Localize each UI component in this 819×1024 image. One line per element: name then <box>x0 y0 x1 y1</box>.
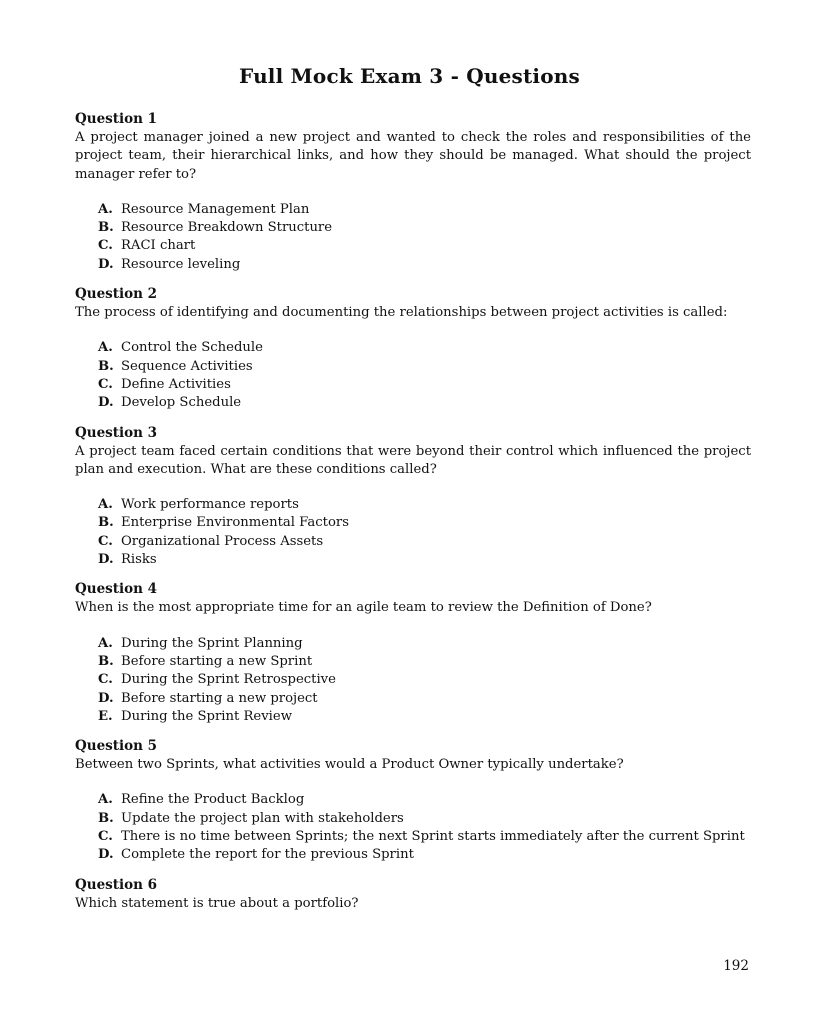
question-4 <box>75 580 751 726</box>
option-letter: C. <box>98 829 113 845</box>
option-text: Before starting a new project <box>121 690 318 706</box>
option-text: Refine the Product Backlog <box>121 792 305 808</box>
question-2 <box>75 285 751 412</box>
answer-option <box>98 514 751 532</box>
question-text: Between two Sprints, what activities would a Product Owner typically undertake? <box>75 757 624 773</box>
option-letter: C. <box>98 533 113 549</box>
question-5 <box>75 737 751 864</box>
question-heading: Question 4 <box>75 581 158 598</box>
question-6 <box>75 876 751 913</box>
option-letter: C. <box>98 672 113 688</box>
option-letter: A. <box>98 792 113 808</box>
option-letter: C. <box>98 238 113 254</box>
answer-option <box>98 846 751 864</box>
question-heading: Question 5 <box>75 738 158 755</box>
option-text: Update the project plan with stakeholders <box>121 810 404 826</box>
question-heading: Question 6 <box>75 876 158 893</box>
answer-options <box>75 201 751 274</box>
question-heading: Question 2 <box>75 286 158 303</box>
option-text: Define Activities <box>121 376 231 392</box>
option-letter: E. <box>98 708 113 724</box>
question-3 <box>75 424 751 570</box>
answer-option <box>98 635 751 653</box>
option-text: Control the Schedule <box>121 340 263 356</box>
question-heading: Question 3 <box>75 424 158 441</box>
option-letter: D. <box>98 395 114 411</box>
option-letter: A. <box>98 340 113 356</box>
option-text: During the Sprint Planning <box>121 635 303 651</box>
page-title: Full Mock Exam 3 - Questions <box>239 64 580 88</box>
option-letter: B. <box>98 653 114 669</box>
option-text: Before starting a new Sprint <box>121 653 313 669</box>
option-text: Work performance reports <box>121 497 299 513</box>
answer-option <box>98 394 751 412</box>
answer-option <box>98 376 751 394</box>
answer-option <box>98 219 751 237</box>
option-text: Resource Management Plan <box>121 201 310 217</box>
answer-option <box>98 708 751 726</box>
option-text: RACI chart <box>121 238 196 254</box>
option-text: Resource leveling <box>121 256 241 272</box>
question-text: The process of identifying and documenting the relationships between project activities is called: <box>75 305 728 321</box>
option-letter: B. <box>98 358 114 374</box>
page-number: 192 <box>723 958 749 974</box>
option-letter: D. <box>98 552 114 568</box>
option-letter: B. <box>98 515 114 531</box>
answer-option <box>98 690 751 708</box>
answer-option <box>98 358 751 376</box>
option-letter: D. <box>98 690 114 706</box>
answer-options <box>75 635 751 726</box>
question-1 <box>75 110 751 274</box>
option-text: During the Sprint Review <box>121 708 292 724</box>
question-heading: Question 1 <box>75 111 158 127</box>
option-text: Sequence Activities <box>121 358 253 374</box>
option-letter: A. <box>98 635 113 651</box>
answer-option <box>98 791 751 809</box>
option-text: Enterprise Environmental Factors <box>121 515 349 531</box>
question-text: A project team faced certain conditions that were beyond their control which influenced the project plan and execution. What are these conditions called? <box>75 443 751 477</box>
answer-option <box>98 496 751 514</box>
option-text: There is no time between Sprints; the next Sprint starts immediately after the current Sprint <box>121 829 745 845</box>
option-letter: C. <box>98 376 113 392</box>
answer-option <box>98 653 751 671</box>
option-text: Develop Schedule <box>121 395 242 411</box>
question-list <box>75 110 751 924</box>
option-letter: B. <box>98 810 114 826</box>
option-letter: D. <box>98 847 114 863</box>
option-text: Risks <box>121 552 157 568</box>
answer-option <box>98 671 751 689</box>
option-text: Organizational Process Assets <box>121 533 324 549</box>
question-text: A project manager joined a new project and wanted to check the roles and responsibilities of the project team, their hierarchical links, and how they should be managed. What should the project manager refer to? <box>75 130 751 182</box>
answer-option <box>98 339 751 357</box>
question-text: Which statement is true about a portfolio? <box>75 895 359 911</box>
option-letter: D. <box>98 256 114 272</box>
option-letter: B. <box>98 220 114 236</box>
question-text: When is the most appropriate time for an agile team to review the Definition of Done? <box>75 600 652 616</box>
answer-option <box>98 237 751 255</box>
answer-option <box>98 551 751 569</box>
answer-option <box>98 828 751 846</box>
option-letter: A. <box>98 201 113 217</box>
option-text: Complete the report for the previous Sprint <box>121 847 414 863</box>
option-text: Resource Breakdown Structure <box>121 220 333 236</box>
answer-options <box>75 496 751 569</box>
answer-option <box>98 533 751 551</box>
option-text: During the Sprint Retrospective <box>121 672 336 688</box>
answer-option <box>98 256 751 274</box>
answer-options <box>75 791 751 864</box>
answer-option <box>98 810 751 828</box>
option-letter: A. <box>98 497 113 513</box>
answer-options <box>75 339 751 412</box>
answer-option <box>98 201 751 219</box>
